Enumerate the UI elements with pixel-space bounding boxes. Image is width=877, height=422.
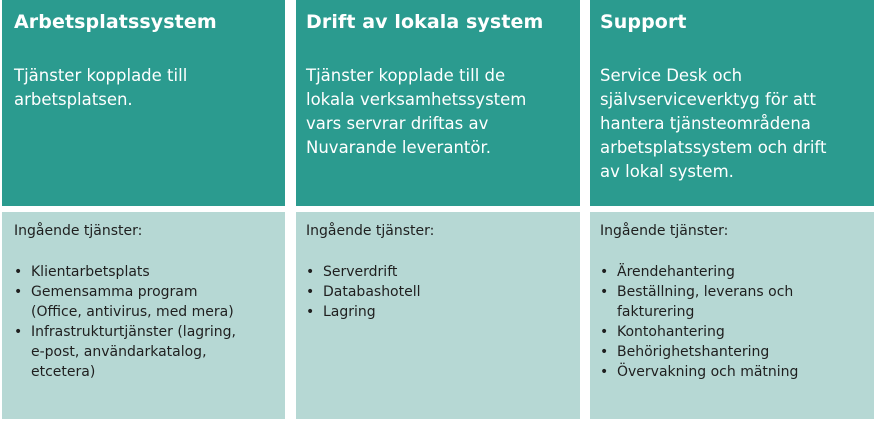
card-description: Service Desk och självserviceverktyg för att hantera tjänsteområdena arbetsplatssystem och drift av lokal system. [600,66,827,181]
bullet-icon: • [306,264,315,280]
list-item [306,262,570,282]
card-description: Tjänster kopplade till de lokala verksamhetssystem vars servrar driftas av Nuvarande leverantör. [306,66,527,157]
list-item-text: Serverdrift [323,264,398,280]
list-item-text: Lagring [323,304,376,320]
list-item [14,262,275,282]
bullet-icon: • [600,364,609,380]
list-item-text: Beställning, leverans och fakturering [617,284,794,320]
card-description: Tjänster kopplade till arbetsplatsen. [14,66,188,109]
list-item-text: Klientarbetsplats [31,264,150,280]
included-services-label: Ingående tjänster: [600,223,729,239]
bullet-icon: • [600,324,609,340]
card-body-arbetsplatssystem [2,212,285,419]
card-body-drift-lokala-system [296,212,580,419]
list-item [306,282,570,302]
list-item-text: Kontohantering [617,324,725,340]
bullet-icon: • [14,324,23,340]
card-header-support [590,0,874,206]
included-services-list [600,262,864,382]
bullet-icon: • [600,344,609,360]
list-item-text: Databashotell [323,284,421,300]
card-body-support [590,212,874,419]
bullet-icon: • [306,284,315,300]
list-item-text: Övervakning och mätning [617,364,799,380]
list-item [600,282,864,322]
card-header-arbetsplatssystem [2,0,285,206]
list-item-text: Infrastrukturtjänster (lagring, e-post, användarkatalog, etcetera) [31,324,237,380]
list-item-text: Ärendehantering [617,264,735,280]
list-item-text: Behörighetshantering [617,344,770,360]
list-item [600,362,864,382]
card-title: Drift av lokala system [306,11,544,33]
included-services-list [14,262,275,382]
list-item [306,302,570,322]
list-item [14,282,275,322]
list-item [14,322,275,382]
included-services-label: Ingående tjänster: [306,223,435,239]
bullet-icon: • [14,264,23,280]
included-services-list [306,262,570,322]
card-header-drift-lokala-system [296,0,580,206]
list-item [600,262,864,282]
bullet-icon: • [600,264,609,280]
list-item [600,322,864,342]
bullet-icon: • [14,284,23,300]
list-item [600,342,864,362]
bullet-icon: • [600,284,609,300]
list-item-text: Gemensamma program (Office, antivirus, med mera) [31,284,234,320]
bullet-icon: • [306,304,315,320]
card-title: Arbetsplatssystem [14,11,217,33]
included-services-label: Ingående tjänster: [14,223,143,239]
card-title: Support [600,11,687,33]
